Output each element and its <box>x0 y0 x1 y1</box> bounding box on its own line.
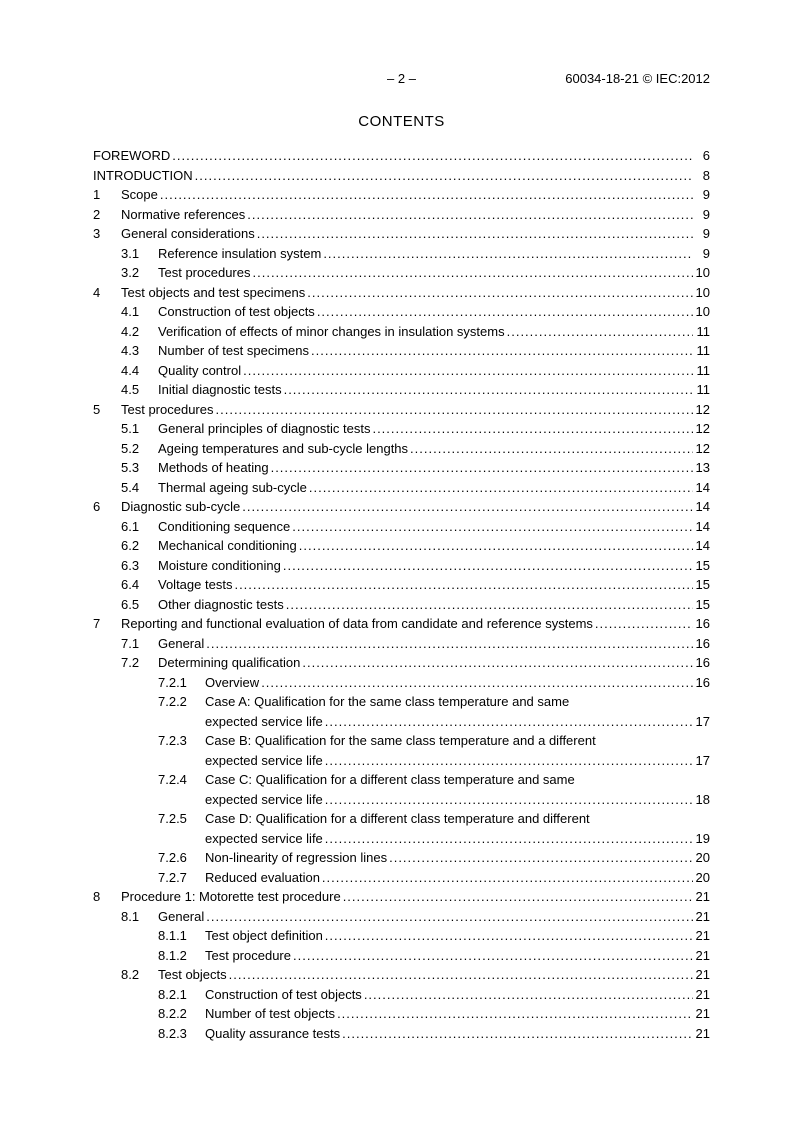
toc-row <box>93 497 710 517</box>
toc-row <box>93 985 710 1005</box>
toc-entry-page: 21 <box>695 1025 710 1041</box>
toc-entry-title: Moisture conditioning <box>158 557 281 573</box>
toc-entry-title: expected service life <box>205 791 323 807</box>
toc-row <box>93 478 710 498</box>
toc-dot-leader <box>283 556 693 576</box>
toc-entry-number: 8.1.1 <box>158 928 187 943</box>
toc-dot-leader <box>206 907 693 927</box>
toc-row <box>93 751 710 771</box>
toc-row <box>93 1004 710 1024</box>
toc-entry-title: Case A: Qualification for the same class temperature and same <box>205 694 570 709</box>
toc-dot-leader <box>317 302 693 322</box>
toc-entry-number: 8 <box>93 889 101 904</box>
toc-row <box>93 614 710 634</box>
toc-row <box>93 439 710 459</box>
toc-entry-number: 7.2.4 <box>158 772 187 787</box>
toc-entry-title: expected service life <box>205 830 323 846</box>
toc-entry-page: 9 <box>702 245 710 261</box>
toc-entry-number: 4 <box>93 284 101 300</box>
toc-row <box>93 224 710 244</box>
toc-row <box>93 400 710 420</box>
toc-dot-leader <box>389 848 693 868</box>
toc-row <box>93 946 710 966</box>
toc-dot-leader <box>595 614 693 634</box>
toc-entry-title: Case C: Qualification for a different class temperature and same <box>205 772 575 787</box>
toc-entry-number: 5.3 <box>121 460 140 475</box>
toc-row <box>93 673 710 693</box>
page-header <box>93 70 710 87</box>
toc-entry-page: 20 <box>695 850 710 865</box>
toc-row <box>93 653 710 673</box>
toc-entry-page: 21 <box>695 889 710 904</box>
toc-entry-title: Test objects <box>158 967 227 982</box>
toc-row <box>93 536 710 556</box>
toc-entry-page: 14 <box>695 538 710 553</box>
toc-row <box>93 341 710 361</box>
toc-entry-title: Test procedures <box>158 265 251 280</box>
toc-row <box>93 770 710 790</box>
toc-entry-page: 13 <box>695 460 710 475</box>
toc-entry-page: 9 <box>702 206 710 222</box>
toc-dot-leader <box>247 205 693 225</box>
toc-entry-page: 10 <box>695 284 710 300</box>
toc-row <box>93 731 710 751</box>
toc-entry-page: 14 <box>695 479 710 495</box>
toc-entry-page: 21 <box>695 986 710 1002</box>
toc-row <box>93 517 710 537</box>
toc-entry-page: 11 <box>696 382 710 397</box>
toc-entry-title: Reporting and functional evaluation of data from candidate and reference systems <box>121 616 593 631</box>
toc-entry-title: Other diagnostic tests <box>158 596 284 612</box>
toc-entry-page: 21 <box>695 928 710 943</box>
toc-row <box>93 595 710 615</box>
toc-entry-number: 7.2 <box>121 655 140 670</box>
toc-dot-leader <box>229 965 693 985</box>
toc-entry-title: Non-linearity of regression lines <box>205 850 388 865</box>
toc-entry-page: 10 <box>695 265 710 280</box>
toc-dot-leader <box>410 439 693 459</box>
toc-entry-title: Test procedures <box>121 401 214 417</box>
toc-entry-title: Quality control <box>158 362 242 378</box>
toc-entry-title: Construction of test objects <box>158 304 315 319</box>
toc-entry-page: 21 <box>695 1006 710 1021</box>
toc-entry-title: FOREWORD <box>93 148 171 163</box>
toc-entry-title: Construction of test objects <box>205 986 362 1002</box>
toc-row <box>93 166 710 186</box>
toc-row <box>93 283 710 303</box>
toc-entry-number: 5.1 <box>121 421 140 436</box>
toc-dot-leader <box>343 887 693 907</box>
toc-dot-leader <box>271 458 693 478</box>
toc-entry-number: 4.5 <box>121 382 140 397</box>
toc-row <box>93 692 710 712</box>
toc-entry-title: Case D: Qualification for a different class temperature and different <box>205 811 590 826</box>
toc-dot-leader <box>309 478 693 498</box>
toc-entry-number: 7.2.7 <box>158 869 187 885</box>
toc-entry-page: 16 <box>695 635 710 651</box>
toc-entry-title: General <box>158 635 205 651</box>
toc-entry-number: 5.4 <box>121 479 140 495</box>
toc-dot-leader <box>216 400 694 420</box>
toc-entry-title: General considerations <box>121 226 255 241</box>
toc-row <box>93 809 710 829</box>
toc-entry-number: 6.2 <box>121 538 140 553</box>
toc-dot-leader <box>292 517 693 537</box>
toc-row <box>93 361 710 381</box>
toc-entry-title: Normative references <box>121 206 246 222</box>
toc-dot-leader <box>234 575 693 595</box>
toc-dot-leader <box>299 536 693 556</box>
toc-entry-page: 12 <box>695 440 710 456</box>
toc-entry-title: Overview <box>205 674 260 690</box>
toc-entry-number: 2 <box>93 206 101 222</box>
toc-dot-leader <box>293 946 693 966</box>
toc-entry-title: Conditioning sequence <box>158 518 291 534</box>
toc-dot-leader <box>311 341 693 361</box>
toc-entry-title: Thermal ageing sub-cycle <box>158 479 307 495</box>
toc-entry-number: 6 <box>93 499 101 514</box>
toc-row <box>93 712 710 732</box>
toc-entry-number: 8.2.3 <box>158 1025 187 1041</box>
toc-row <box>93 380 710 400</box>
toc-entry-page: 14 <box>695 499 710 514</box>
toc-row <box>93 244 710 264</box>
toc-entry-page: 16 <box>695 655 710 670</box>
toc-entry-title: Methods of heating <box>158 460 269 475</box>
toc-entry-page: 10 <box>695 304 710 319</box>
toc-entry-title: Ageing temperatures and sub-cycle lengths <box>158 440 409 456</box>
toc-dot-leader <box>325 790 693 810</box>
toc-entry-number: 7.2.3 <box>158 733 187 748</box>
toc-entry-page: 9 <box>702 187 710 202</box>
toc-entry-title: Test object definition <box>205 928 323 943</box>
toc-entry-title: Mechanical conditioning <box>158 538 297 553</box>
toc-entry-page: 9 <box>702 226 710 241</box>
toc-entry-number: 4.4 <box>121 362 140 378</box>
toc-row <box>93 205 710 225</box>
toc-entry-page: 16 <box>695 674 710 690</box>
toc-dot-leader <box>286 595 693 615</box>
toc-row <box>93 458 710 478</box>
toc-row <box>93 887 710 907</box>
toc-entry-number: 7.2.2 <box>158 694 187 709</box>
contents-heading: CONTENTS <box>358 113 445 130</box>
toc-dot-leader <box>507 322 693 342</box>
toc-entry-number: 8.2.2 <box>158 1006 187 1021</box>
toc-entry-title: Quality assurance tests <box>205 1025 341 1041</box>
toc-entry-page: 15 <box>695 596 710 612</box>
toc-row <box>93 419 710 439</box>
toc-entry-page: 15 <box>695 577 710 592</box>
toc-row <box>93 185 710 205</box>
toc-entry-number: 4.3 <box>121 343 140 358</box>
toc-row <box>93 146 710 166</box>
toc-entry-number: 6.3 <box>121 557 140 573</box>
toc-dot-leader <box>325 926 693 946</box>
toc-entry-title: Procedure 1: Motorette test procedure <box>121 889 341 904</box>
toc-entry-title: Reduced evaluation <box>205 869 320 885</box>
toc-row <box>93 926 710 946</box>
toc-dot-leader <box>325 751 693 771</box>
toc-entry-title: expected service life <box>205 713 323 729</box>
toc-entry-title: Diagnostic sub-cycle <box>121 499 241 514</box>
toc-entry-number: 7.2.5 <box>158 811 187 826</box>
toc-entry-page: 11 <box>696 343 710 358</box>
toc-row <box>93 829 710 849</box>
page-number-marker: – 2 – <box>387 71 416 86</box>
toc-row <box>93 634 710 654</box>
toc-dot-leader <box>206 634 693 654</box>
toc-entry-number: 5.2 <box>121 440 140 456</box>
toc-entry-number: 8.2.1 <box>158 986 187 1002</box>
toc-entry-title: Test procedure <box>205 947 291 963</box>
toc-dot-leader <box>195 166 693 186</box>
toc-entry-title: Voltage tests <box>158 577 233 592</box>
toc-entry-page: 6 <box>702 148 710 163</box>
toc-entry-page: 16 <box>695 616 710 631</box>
toc-entry-page: 21 <box>695 967 710 982</box>
toc-entry-title: Scope <box>121 187 158 202</box>
toc-entry-number: 5 <box>93 401 101 417</box>
toc-dot-leader <box>307 283 693 303</box>
toc-entry-page: 19 <box>695 830 710 846</box>
toc-dot-leader <box>261 673 693 693</box>
toc-entry-title: General <box>158 908 205 924</box>
toc-entry-title: Determining qualification <box>158 655 301 670</box>
toc-row <box>93 302 710 322</box>
toc-entry-page: 11 <box>696 362 710 378</box>
toc-dot-leader <box>160 185 693 205</box>
toc-dot-leader <box>242 497 693 517</box>
toc-entry-page: 17 <box>695 752 710 768</box>
toc-entry-title: Verification of effects of minor changes in insulation systems <box>158 323 505 339</box>
toc-dot-leader <box>342 1024 693 1044</box>
toc-entry-number: 4.2 <box>121 323 140 339</box>
toc-row <box>93 790 710 810</box>
toc-entry-number: 3.2 <box>121 265 140 280</box>
toc-entry-number: 6.4 <box>121 577 140 592</box>
toc-entry-title: INTRODUCTION <box>93 167 193 183</box>
toc-entry-page: 20 <box>695 869 710 885</box>
toc-entry-page: 11 <box>696 323 710 339</box>
toc-entry-title: Number of test objects <box>205 1006 336 1021</box>
toc-entry-number: 8.1.2 <box>158 947 187 963</box>
toc-entry-title: General principles of diagnostic tests <box>158 421 371 436</box>
toc-entry-number: 3 <box>93 226 101 241</box>
toc-entry-title: Case B: Qualification for the same class temperature and a different <box>205 733 596 748</box>
toc-row <box>93 868 710 888</box>
toc-entry-number: 6.5 <box>121 596 140 612</box>
toc-entry-number: 3.1 <box>121 245 140 261</box>
toc-dot-leader <box>323 244 693 264</box>
toc-entry-page: 17 <box>695 713 710 729</box>
toc-dot-leader <box>257 224 693 244</box>
toc-entry-number: 7.2.6 <box>158 850 187 865</box>
toc-entry-title: Initial diagnostic tests <box>158 382 282 397</box>
toc-entry-page: 14 <box>695 518 710 534</box>
toc-dot-leader <box>172 146 693 166</box>
toc-entry-page: 21 <box>695 908 710 924</box>
toc-dot-leader <box>364 985 693 1005</box>
document-reference: 60034-18-21 © IEC:2012 <box>565 71 710 86</box>
toc-entry-page: 18 <box>695 791 710 807</box>
toc-entry-title: expected service life <box>205 752 323 768</box>
toc-dot-leader <box>337 1004 693 1024</box>
toc-entry-number: 8.1 <box>121 908 140 924</box>
toc-entry-number: 1 <box>93 187 101 202</box>
toc-entry-page: 21 <box>695 947 710 963</box>
toc-dot-leader <box>243 361 693 381</box>
toc-entry-page: 15 <box>695 557 710 573</box>
toc-dot-leader <box>322 868 693 888</box>
toc-row <box>93 907 710 927</box>
toc-row <box>93 848 710 868</box>
toc-row <box>93 1024 710 1044</box>
toc-entry-number: 8.2 <box>121 967 140 982</box>
toc-entry-number: 6.1 <box>121 518 140 534</box>
toc-entry-title: Reference insulation system <box>158 245 322 261</box>
toc-row <box>93 575 710 595</box>
toc-row <box>93 322 710 342</box>
toc-entry-page: 8 <box>702 167 710 183</box>
toc-entry-title: Test objects and test specimens <box>121 284 306 300</box>
toc-entry-page: 12 <box>695 421 710 436</box>
toc-dot-leader <box>302 653 693 673</box>
toc-entry-number: 4.1 <box>121 304 140 319</box>
toc-entry-number: 7.1 <box>121 635 140 651</box>
toc-row <box>93 556 710 576</box>
toc-entry-number: 7.2.1 <box>158 674 187 690</box>
toc-entry-title: Number of test specimens <box>158 343 310 358</box>
toc-dot-leader <box>253 263 694 283</box>
toc-row <box>93 263 710 283</box>
toc-entry-page: 12 <box>695 401 710 417</box>
toc-row <box>93 965 710 985</box>
toc-dot-leader <box>372 419 693 439</box>
toc-dot-leader <box>325 712 693 732</box>
toc-entry-number: 7 <box>93 616 101 631</box>
toc-list <box>93 146 710 1043</box>
toc-dot-leader <box>284 380 693 400</box>
toc-dot-leader <box>325 829 693 849</box>
